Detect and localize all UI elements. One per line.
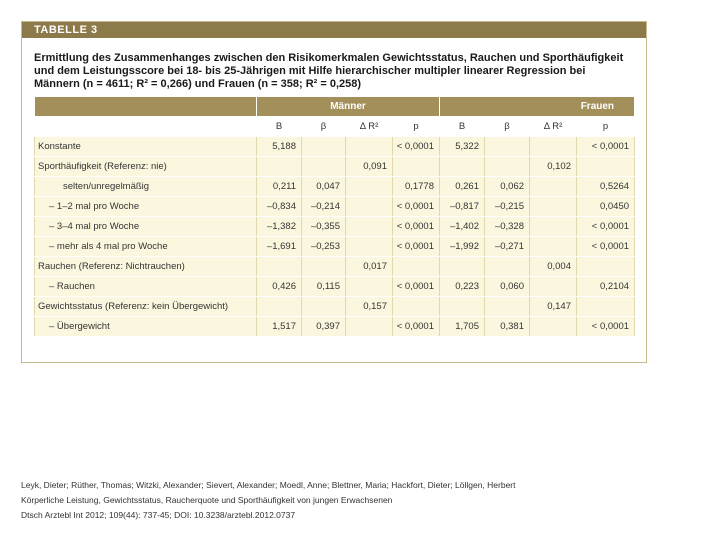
table-cell: 0,115 [302, 277, 346, 297]
table-cell [346, 237, 393, 257]
row-label: – Rauchen [35, 277, 257, 297]
table-row [35, 277, 635, 297]
row-label: – 3–4 mal pro Woche [35, 217, 257, 237]
regression-table [34, 96, 635, 337]
table-cell [257, 157, 302, 177]
table-cell: 5,188 [257, 137, 302, 157]
row-label: Konstante [35, 137, 257, 157]
table-cell: 0,397 [302, 317, 346, 337]
table-cell: –1,992 [440, 237, 485, 257]
table-cell [393, 157, 440, 177]
row-label: – Übergewicht [35, 317, 257, 337]
table-header-bar [22, 22, 646, 38]
group-header-women: Frauen [440, 97, 635, 117]
table-cell: 0,1778 [393, 177, 440, 197]
table-caption: Ermittlung des Zusammenhanges zwischen den Risikomerkmalen Gewichtsstatus, Rauchen und Sporthäufigkeit und dem Leistungsscore bei 18- bis 25-Jährigen mit Hilfe hierarchischer multipler linearer Regression bei Männern (n = 4611; R² = 0,266) und Frauen (n = 358; R² = 0,258) [34, 52, 624, 90]
table-cell: –0,355 [302, 217, 346, 237]
table-cell: 0,062 [485, 177, 530, 197]
table-cell [530, 317, 577, 337]
row-label: Gewichtsstatus (Referenz: kein Übergewicht) [35, 297, 257, 317]
citation-authors: Leyk, Dieter; Rüther, Thomas; Witzki, Alexander; Sievert, Alexander; Moedl, Anne; Blettner, Maria; Hackfort, Dieter; Löllgen, Herbert [21, 480, 516, 490]
table-cell [257, 257, 302, 277]
table-cell [440, 297, 485, 317]
table-number-label: TABELLE 3 [34, 24, 98, 36]
table-cell: < 0,0001 [393, 217, 440, 237]
table-cell [302, 157, 346, 177]
column-header: B [257, 117, 302, 137]
table-cell: 1,517 [257, 317, 302, 337]
table-cell [393, 297, 440, 317]
table-cell [346, 317, 393, 337]
table-cell: < 0,0001 [393, 137, 440, 157]
table-cell: 0,102 [530, 157, 577, 177]
column-header-label [35, 117, 257, 137]
column-header: p [577, 117, 635, 137]
table-row [35, 297, 635, 317]
table-cell: < 0,0001 [393, 317, 440, 337]
table-cell [485, 137, 530, 157]
group-header-row [35, 97, 635, 117]
table-cell [485, 157, 530, 177]
citation-title: Körperliche Leistung, Gewichtsstatus, Raucherquote und Sporthäufigkeit von jungen Erwachsenen [21, 495, 393, 505]
table-cell [393, 257, 440, 277]
table-cell: 0,5264 [577, 177, 635, 197]
table-cell: –0,271 [485, 237, 530, 257]
table-cell [530, 197, 577, 217]
table-row [35, 237, 635, 257]
table-cell [485, 297, 530, 317]
table-cell: –1,382 [257, 217, 302, 237]
column-header-row [35, 117, 635, 137]
table-row [35, 317, 635, 337]
row-label: Rauchen (Referenz: Nichtrauchen) [35, 257, 257, 277]
table-cell: 0,091 [346, 157, 393, 177]
table-cell: < 0,0001 [577, 237, 635, 257]
table-cell [577, 157, 635, 177]
row-label: – 1–2 mal pro Woche [35, 197, 257, 217]
table-row [35, 157, 635, 177]
table-cell [346, 137, 393, 157]
table-cell [302, 257, 346, 277]
group-header-empty [35, 97, 257, 117]
citation-block [21, 478, 516, 523]
table-cell: –1,691 [257, 237, 302, 257]
table-cell: < 0,0001 [577, 137, 635, 157]
table-cell: 0,147 [530, 297, 577, 317]
table-row [35, 197, 635, 217]
column-header: Δ R² [530, 117, 577, 137]
table-cell [530, 137, 577, 157]
row-label: Sporthäufigkeit (Referenz: nie) [35, 157, 257, 177]
table-cell: 0,381 [485, 317, 530, 337]
column-header: p [393, 117, 440, 137]
table-cell [257, 297, 302, 317]
table-cell: 0,211 [257, 177, 302, 197]
table-cell: –0,215 [485, 197, 530, 217]
table-cell: –0,817 [440, 197, 485, 217]
table-cell [346, 197, 393, 217]
table-cell [440, 257, 485, 277]
table-cell: 5,322 [440, 137, 485, 157]
table-cell: < 0,0001 [577, 217, 635, 237]
table-cell: 0,2104 [577, 277, 635, 297]
table-cell: 0,047 [302, 177, 346, 197]
table-cell: 0,223 [440, 277, 485, 297]
table-cell: 1,705 [440, 317, 485, 337]
table-cell [440, 157, 485, 177]
table-cell: –1,402 [440, 217, 485, 237]
table-cell: –0,328 [485, 217, 530, 237]
group-header-men: Männer [257, 97, 440, 117]
citation-reference: Dtsch Arztebl Int 2012; 109(44): 737-45; DOI: 10.3238/arztebl.2012.0737 [21, 510, 296, 520]
table-body [35, 137, 635, 337]
table-row [35, 257, 635, 277]
table-cell [302, 297, 346, 317]
table-cell [346, 217, 393, 237]
table-cell: 0,426 [257, 277, 302, 297]
table-cell: 0,004 [530, 257, 577, 277]
table-row [35, 217, 635, 237]
table-cell: 0,060 [485, 277, 530, 297]
table-row [35, 177, 635, 197]
table-cell: < 0,0001 [577, 317, 635, 337]
table-cell: 0,0450 [577, 197, 635, 217]
table-cell [485, 257, 530, 277]
table-cell [577, 257, 635, 277]
column-header: B [440, 117, 485, 137]
table-cell: < 0,0001 [393, 197, 440, 217]
table-row [35, 137, 635, 157]
table-cell: 0,157 [346, 297, 393, 317]
table-cell [346, 277, 393, 297]
table-cell: < 0,0001 [393, 277, 440, 297]
table-card [21, 21, 647, 363]
table-cell: 0,261 [440, 177, 485, 197]
table-cell: –0,253 [302, 237, 346, 257]
column-header: β [302, 117, 346, 137]
table-cell [530, 177, 577, 197]
table-cell [530, 237, 577, 257]
table-cell [302, 137, 346, 157]
column-header: Δ R² [346, 117, 393, 137]
table-cell: 0,017 [346, 257, 393, 277]
table-cell [346, 177, 393, 197]
table-cell [577, 297, 635, 317]
table-cell: < 0,0001 [393, 237, 440, 257]
table-cell: –0,214 [302, 197, 346, 217]
row-label: – mehr als 4 mal pro Woche [35, 237, 257, 257]
table-cell: –0,834 [257, 197, 302, 217]
table-cell [530, 277, 577, 297]
table-cell [530, 217, 577, 237]
row-label: selten/unregelmäßig [35, 177, 257, 197]
column-header: β [485, 117, 530, 137]
